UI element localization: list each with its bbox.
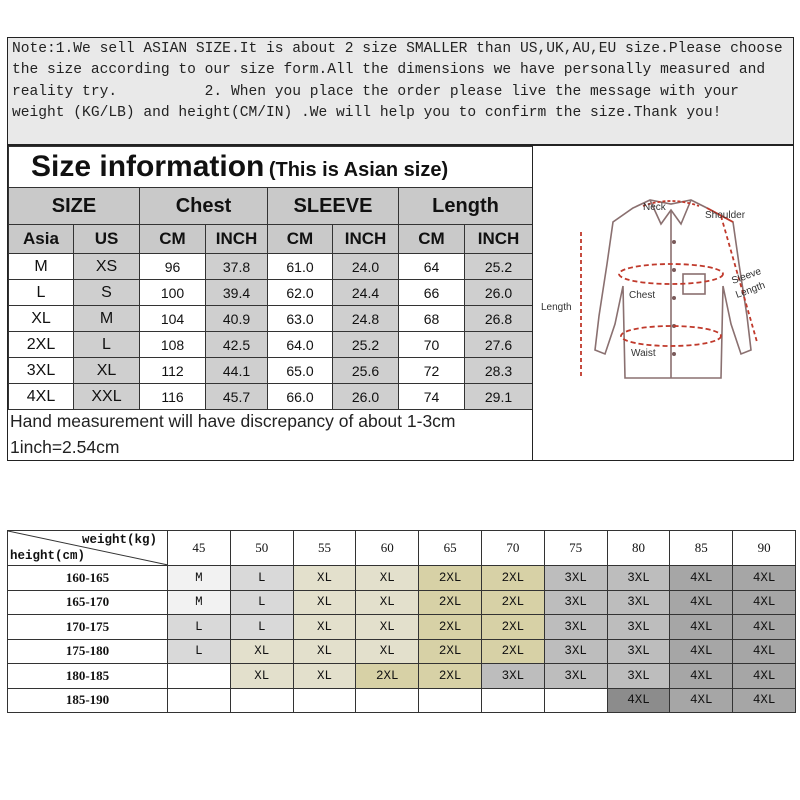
size-cell: 66.0 — [268, 384, 333, 410]
recommended-size-cell: 4XL — [733, 590, 796, 615]
size-cell: 29.1 — [465, 384, 533, 410]
height-row — [8, 590, 796, 615]
subheader-6: CM — [399, 225, 465, 254]
weight-axis-label: weight(kg) — [81, 533, 157, 547]
recommended-size-cell: 2XL — [481, 566, 544, 591]
height-range-label: 165-170 — [8, 590, 168, 615]
recommended-size-cell: 2XL — [419, 639, 482, 664]
size-cell: 44.1 — [206, 358, 268, 384]
recommended-size-cell — [168, 688, 231, 713]
group-header-chest: Chest — [140, 188, 268, 225]
weight-column-header: 60 — [356, 531, 419, 566]
recommended-size-cell: 4XL — [733, 615, 796, 640]
recommended-size-cell: 2XL — [419, 664, 482, 689]
size-cell: 27.6 — [465, 332, 533, 358]
label-sleeve: Sleeve — [730, 266, 763, 287]
recommended-size-cell — [168, 664, 231, 689]
weight-column-header: 90 — [733, 531, 796, 566]
size-cell: 66 — [399, 280, 465, 306]
size-cell: 64 — [399, 254, 465, 280]
recommended-size-cell — [230, 688, 293, 713]
recommended-size-cell: XL — [356, 590, 419, 615]
weight-column-header: 65 — [419, 531, 482, 566]
weight-column-header: 70 — [481, 531, 544, 566]
height-axis-label: height(cm) — [10, 549, 86, 563]
size-cell: 61.0 — [268, 254, 333, 280]
size-cell: 26.0 — [333, 384, 399, 410]
size-cell: 42.5 — [206, 332, 268, 358]
recommended-size-cell: 3XL — [544, 566, 607, 591]
size-row — [9, 332, 533, 358]
group-header-length: Length — [399, 188, 533, 225]
size-cell: 70 — [399, 332, 465, 358]
size-cell: XXL — [74, 384, 140, 410]
shirt-diagram-svg — [533, 146, 795, 460]
size-cell: M — [9, 254, 74, 280]
size-cell: 72 — [399, 358, 465, 384]
size-cell: M — [74, 306, 140, 332]
weight-column-header: 80 — [607, 531, 670, 566]
recommended-size-cell: 2XL — [481, 615, 544, 640]
recommended-size-cell: 4XL — [670, 688, 733, 713]
size-table — [8, 146, 533, 410]
recommended-size-cell: 2XL — [481, 590, 544, 615]
recommended-size-cell: 4XL — [670, 664, 733, 689]
subheader-1: US — [74, 225, 140, 254]
recommended-size-cell: XL — [356, 615, 419, 640]
size-note: Note:1.We sell ASIAN SIZE.It is about 2 size SMALLER than US,UK,AU,EU size.Please choose the size according to our size form.All the dimensions we have personally measured and reality try. 2. When you place the order please live the message with your weight (KG/LB) and height(CM/IN) .We will help you to confirm the size.Thank you! — [7, 37, 794, 145]
recommended-size-cell: 3XL — [544, 590, 607, 615]
size-cell: 39.4 — [206, 280, 268, 306]
size-cell: 24.4 — [333, 280, 399, 306]
recommended-size-cell: 3XL — [607, 639, 670, 664]
recommended-size-cell: 4XL — [670, 590, 733, 615]
size-cell: 25.2 — [333, 332, 399, 358]
label-sleeve-length: Length — [734, 280, 767, 301]
subheader-0: Asia — [9, 225, 74, 254]
height-range-label: 160-165 — [8, 566, 168, 591]
label-waist: Waist — [631, 348, 656, 359]
recommended-size-cell: L — [168, 615, 231, 640]
height-range-label: 175-180 — [8, 639, 168, 664]
size-title: Size information — [31, 150, 265, 183]
recommended-size-cell: XL — [230, 639, 293, 664]
recommended-size-cell: XL — [293, 615, 356, 640]
size-cell: XL — [9, 306, 74, 332]
height-row — [8, 664, 796, 689]
size-cell: L — [9, 280, 74, 306]
recommended-size-cell: 3XL — [607, 590, 670, 615]
size-cell: 64.0 — [268, 332, 333, 358]
shirt-measurement-diagram — [532, 146, 795, 460]
recommended-size-cell: M — [168, 590, 231, 615]
size-cell: 40.9 — [206, 306, 268, 332]
weight-height-size-grid — [7, 530, 796, 713]
subheader-3: INCH — [206, 225, 268, 254]
size-cell: 112 — [140, 358, 206, 384]
size-cell: 3XL — [9, 358, 74, 384]
size-cell: S — [74, 280, 140, 306]
recommended-size-cell: L — [230, 590, 293, 615]
recommended-size-cell: 4XL — [670, 615, 733, 640]
size-cell: 74 — [399, 384, 465, 410]
shirt-outline — [595, 200, 751, 378]
size-subtitle: (This is Asian size) — [268, 159, 449, 181]
recommended-size-cell: 3XL — [607, 664, 670, 689]
recommended-size-cell: L — [230, 566, 293, 591]
measurement-note: Hand measurement will have discrepancy of about 1-3cm — [10, 411, 456, 431]
recommended-size-cell — [419, 688, 482, 713]
size-cell: 45.7 — [206, 384, 268, 410]
height-range-label: 170-175 — [8, 615, 168, 640]
weight-column-header: 85 — [670, 531, 733, 566]
inch-conversion-note: 1inch=2.54cm — [10, 437, 120, 457]
recommended-size-cell: L — [168, 639, 231, 664]
measurement-arrows — [581, 201, 757, 378]
recommended-size-cell — [356, 688, 419, 713]
recommended-size-cell: 4XL — [670, 566, 733, 591]
recommended-size-cell: 3XL — [544, 615, 607, 640]
subheader-5: INCH — [333, 225, 399, 254]
size-cell: 37.8 — [206, 254, 268, 280]
recommended-size-cell: XL — [293, 590, 356, 615]
size-row — [9, 254, 533, 280]
size-cell: 68 — [399, 306, 465, 332]
label-length: Length — [541, 302, 572, 313]
size-row — [9, 306, 533, 332]
recommended-size-cell: 3XL — [607, 566, 670, 591]
size-cell: XL — [74, 358, 140, 384]
size-table-title — [9, 147, 533, 188]
recommended-size-cell: 3XL — [481, 664, 544, 689]
recommended-size-cell: 3XL — [544, 639, 607, 664]
recommended-size-cell: 4XL — [670, 639, 733, 664]
label-neck: Neck — [643, 202, 666, 213]
recommended-size-cell: 4XL — [733, 639, 796, 664]
recommended-size-cell: XL — [293, 639, 356, 664]
size-cell: 4XL — [9, 384, 74, 410]
height-range-label: 185-190 — [8, 688, 168, 713]
subheader-4: CM — [268, 225, 333, 254]
size-cell: 96 — [140, 254, 206, 280]
size-cell: 24.8 — [333, 306, 399, 332]
subheader-2: CM — [140, 225, 206, 254]
size-row — [9, 358, 533, 384]
size-cell: 62.0 — [268, 280, 333, 306]
weight-column-header: 45 — [168, 531, 231, 566]
size-cell: 25.6 — [333, 358, 399, 384]
height-row — [8, 615, 796, 640]
group-header-sleeve: SLEEVE — [268, 188, 399, 225]
recommended-size-cell: 2XL — [419, 590, 482, 615]
recommended-size-cell: 3XL — [607, 615, 670, 640]
recommended-size-cell: 4XL — [733, 566, 796, 591]
recommended-size-cell: 2XL — [419, 615, 482, 640]
shirt-buttons — [672, 240, 676, 356]
size-cell: 26.0 — [465, 280, 533, 306]
weight-height-corner — [8, 531, 168, 566]
size-row — [9, 384, 533, 410]
size-cell: 104 — [140, 306, 206, 332]
subheader-7: INCH — [465, 225, 533, 254]
size-cell: 28.3 — [465, 358, 533, 384]
size-cell: 63.0 — [268, 306, 333, 332]
recommended-size-cell: 3XL — [544, 664, 607, 689]
recommended-size-cell: 2XL — [481, 639, 544, 664]
weight-column-header: 75 — [544, 531, 607, 566]
recommended-size-cell: XL — [356, 566, 419, 591]
size-cell: 116 — [140, 384, 206, 410]
recommended-size-cell: 4XL — [733, 664, 796, 689]
size-cell: 100 — [140, 280, 206, 306]
recommended-size-cell: XL — [356, 639, 419, 664]
label-shoulder: Shoulder — [705, 210, 746, 221]
recommended-size-cell: XL — [293, 566, 356, 591]
size-cell: 108 — [140, 332, 206, 358]
size-cell: 25.2 — [465, 254, 533, 280]
height-row — [8, 688, 796, 713]
group-header-size: SIZE — [9, 188, 140, 225]
recommended-size-cell: 4XL — [733, 688, 796, 713]
recommended-size-cell: XL — [293, 664, 356, 689]
recommended-size-cell: L — [230, 615, 293, 640]
recommended-size-cell — [481, 688, 544, 713]
size-cell: 26.8 — [465, 306, 533, 332]
size-cell: 24.0 — [333, 254, 399, 280]
label-chest: Chest — [629, 290, 656, 301]
recommended-size-cell: XL — [230, 664, 293, 689]
height-row — [8, 639, 796, 664]
size-cell: 65.0 — [268, 358, 333, 384]
size-cell: XS — [74, 254, 140, 280]
height-range-label: 180-185 — [8, 664, 168, 689]
recommended-size-cell: 4XL — [607, 688, 670, 713]
size-footnote — [10, 408, 530, 460]
size-cell: 2XL — [9, 332, 74, 358]
recommended-size-cell: 2XL — [419, 566, 482, 591]
size-row — [9, 280, 533, 306]
size-information-panel — [7, 145, 794, 461]
recommended-size-cell — [544, 688, 607, 713]
recommended-size-cell: 2XL — [356, 664, 419, 689]
recommended-size-cell: M — [168, 566, 231, 591]
height-row — [8, 566, 796, 591]
weight-column-header: 50 — [230, 531, 293, 566]
size-cell: L — [74, 332, 140, 358]
weight-column-header: 55 — [293, 531, 356, 566]
recommended-size-cell — [293, 688, 356, 713]
